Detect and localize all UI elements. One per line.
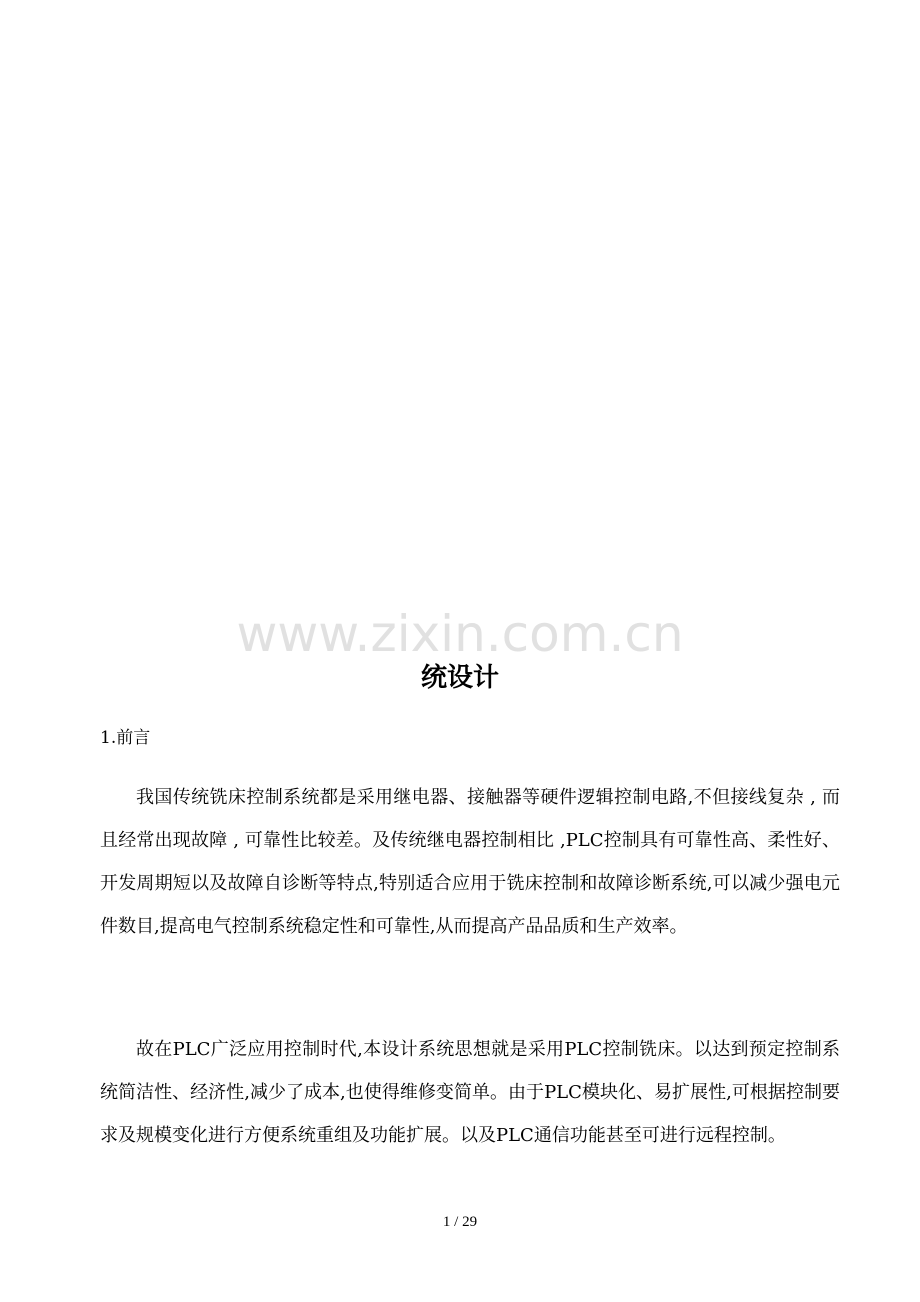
page-number: 1 / 29	[442, 1214, 478, 1230]
paragraph: 我国传统铣床控制系统都是采用继电器、接触器等硬件逻辑控制电路,不但接线复杂 , 而且经常出现故障 , 可靠性比较差。及传统继电器控制相比 ,PLC控制具有可靠性高、柔性好、开发周期短以及故障自诊断等特点,特别适合应用于铣床控制和故障诊断系统,可以减少强电元件数目,提高电气控制系统稳定性和可靠性,从而提高产品品质和生产效率。	[100, 787, 840, 937]
paragraph: 故在PLC广泛应用控制时代,本设计系统思想就是采用PLC控制铣床。以达到预定控制系统简洁性、经济性,减少了成本,也使得维修变简单。由于PLC模块化、易扩展性,可根据控制要求及规模变化进行方便系统重组及功能扩展。以及PLC通信功能甚至可进行远程控制。	[100, 1039, 840, 1146]
section-heading: 1.前言	[100, 728, 151, 748]
watermark: www.zixin.com.cn	[236, 605, 684, 663]
document-title: 统设计	[420, 663, 499, 693]
